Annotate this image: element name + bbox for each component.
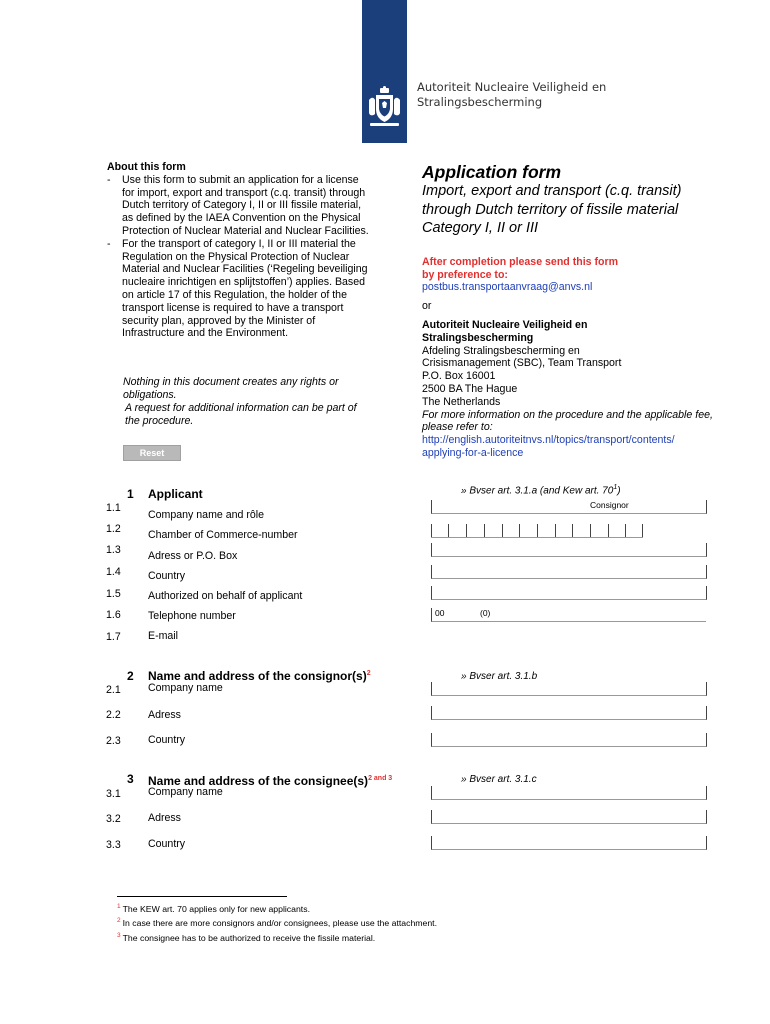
reset-button[interactable]: Reset <box>123 445 181 461</box>
email-link[interactable]: postbus.transportaanvraag@anvs.nl <box>422 281 593 293</box>
section-2-title <box>148 669 371 683</box>
or-text: or <box>422 300 432 312</box>
row-1-2-number: 1.2 <box>106 523 121 535</box>
disclaimer <box>123 376 373 428</box>
row-2-2-number: 2.2 <box>106 709 121 721</box>
section-3-reference: » Bvser art. 3.1.c <box>461 774 537 785</box>
row-3-1-number: 3.1 <box>106 788 121 800</box>
digit-divider <box>608 524 609 537</box>
row-1-7-label: E-mail <box>148 630 179 642</box>
row-2-2-label: Adress <box>148 709 181 721</box>
section-1-number: 1 <box>127 487 134 501</box>
row-1-5-label: Authorized on behalf of applicant <box>148 590 303 602</box>
section-3-number: 3 <box>127 772 134 786</box>
section-2-reference: » Bvser art. 3.1.b <box>461 671 538 682</box>
digit-divider <box>519 524 520 537</box>
disclaimer-line-2: A request for additional information can be part of the procedure. <box>125 402 357 427</box>
row-3-1-label: Company name <box>148 786 223 798</box>
digit-divider <box>448 524 449 537</box>
row-3-2-number: 3.2 <box>106 813 121 825</box>
about-heading: About this form <box>107 161 186 173</box>
digit-divider <box>484 524 485 537</box>
row-1-1-label: Company name and rôle <box>148 509 265 521</box>
authorized-field[interactable] <box>431 586 707 600</box>
footnotes <box>117 901 437 944</box>
send-instruction: After completion please send this form by preference to: <box>422 256 619 281</box>
telephone-prefix: 00 <box>435 608 445 618</box>
page-subtitle: Import, export and transport (c.q. transit) through Dutch territory of fissile material Category I, II or III <box>422 183 682 236</box>
digit-divider <box>502 524 503 537</box>
crest-icon <box>366 86 403 130</box>
info-url-line-2[interactable]: applying-for-a-licence <box>422 446 524 459</box>
digit-divider <box>466 524 467 537</box>
about-bullet-2: - For the transport of category I, II or III material the Regulation on the Physical Protection of Nuclear Material and Nuclear Facilities (‘Regeling beveiliging nucleaire inrichtigen en splijtstoffen’) applies. Based on article 17 of this Regulation, the holder of the transport license is required to have a transport security plan, approved by the Minister of Infrastructure and the Environment. <box>107 237 368 340</box>
address-city: 2500 BA The Hague <box>422 382 518 395</box>
row-3-3-number: 3.3 <box>106 839 121 851</box>
telephone-area: (0) <box>480 608 491 618</box>
telephone-field[interactable] <box>431 608 706 622</box>
digit-divider <box>625 524 626 537</box>
org-title-line2: Stralingsbescherming <box>417 95 543 109</box>
consignor-company-field[interactable] <box>431 682 707 696</box>
section-2-title-text: Name and address of the consignor(s) <box>148 669 367 683</box>
disclaimer-line-1: Nothing in this document creates any rights or obligations. <box>123 376 339 401</box>
consignee-country-field[interactable] <box>431 836 707 850</box>
consignee-address-field[interactable] <box>431 810 707 824</box>
address-field[interactable] <box>431 543 707 557</box>
row-2-3-number: 2.3 <box>106 735 121 747</box>
footnote-2 <box>117 915 437 929</box>
footnote-1-number: 1 <box>117 903 121 910</box>
digit-divider <box>537 524 538 537</box>
section-1-reference-end: ) <box>617 485 621 497</box>
section-2-title-sup: 2 <box>366 670 371 677</box>
row-1-5-number: 1.5 <box>106 588 121 600</box>
row-3-2-label: Adress <box>148 812 181 824</box>
row-1-4-label: Country <box>148 570 186 582</box>
row-2-1-label: Company name <box>148 682 223 694</box>
consignor-address-field[interactable] <box>431 706 707 720</box>
row-3-3-label: Country <box>148 838 186 850</box>
section-1-reference-text: » Bvser art. 3.1.a (and Kew art. 70 <box>461 485 614 497</box>
section-1-reference-sup: 1 <box>613 484 618 491</box>
digit-divider <box>555 524 556 537</box>
about-bullet-2-text: For the transport of category I, II or III material the Regulation on the Physical Protection of Nuclear Material and Nuclear Facilities (‘Regeling beveiliging nucleaire inrichtigen en splijtstoffen’) applies. Based on article 17 of this Regulation, the holder of the transport license is required to have a transport security plan, approved by the Minister of Infrastructure and the Environment. <box>122 237 368 340</box>
about-bullet-1: - Use this form to submit an application for a license for import, export and transport (c.q. transit) through Dutch territory of Category I, II or III fissile material, as defined by the IAEA Convention on the Physical Protection of Nuclear Material and Nuclear Facilities. <box>107 173 369 237</box>
section-3-title-sup: 2 and 3 <box>368 775 393 782</box>
footnote-2-text: In case there are more consignors and/or consignees, please use the attachment. <box>122 918 438 929</box>
address-pobox: P.O. Box 16001 <box>422 370 496 383</box>
footnote-divider <box>117 896 287 897</box>
section-3-title-text: Name and address of the consignee(s) <box>148 774 369 788</box>
footnote-3-text: The consignee has to be authorized to receive the fissile material. <box>122 932 376 943</box>
footnote-1-text: The KEW art. 70 applies only for new applicants. <box>122 903 310 914</box>
address-org-2: Stralingsbescherming <box>422 331 534 344</box>
row-1-6-label: Telephone number <box>148 610 236 622</box>
consignor-country-field[interactable] <box>431 733 707 747</box>
digit-divider <box>572 524 573 537</box>
address-dept-1: Afdeling Stralingsbescherming en <box>422 344 580 357</box>
section-2-number: 2 <box>127 669 134 683</box>
company-role-field[interactable] <box>431 500 707 514</box>
address-org-1: Autoriteit Nucleaire Veiligheid en <box>422 319 588 331</box>
row-1-3-number: 1.3 <box>106 544 121 556</box>
chamber-of-commerce-field[interactable] <box>431 524 643 538</box>
row-1-4-number: 1.4 <box>106 566 121 578</box>
org-title <box>417 80 606 110</box>
section-1-reference <box>461 484 621 496</box>
address-dept-2: Crisismanagement (SBC), Team Transport <box>422 357 622 370</box>
info-url-line-1[interactable]: http://english.autoriteitnvs.nl/topics/transport/contents/ <box>422 434 675 447</box>
org-title-line1: Autoriteit Nucleaire Veiligheid en <box>417 80 607 94</box>
company-role-value: Consignor <box>590 500 629 510</box>
about-bullet-1-text: Use this form to submit an application for a license for import, export and transport (c.q. transit) through Dutch territory of Category I, II or III fissile material, as defined by the IAEA Convention on the Physical Protection of Nuclear Material and Nuclear Facilities. <box>122 173 369 237</box>
consignee-company-field[interactable] <box>431 786 707 800</box>
about-list <box>107 174 369 340</box>
more-info-text: For more information on the procedure and the applicable fee, please refer to: <box>422 408 713 434</box>
page-title: Application form <box>422 162 562 182</box>
digit-divider <box>642 524 643 537</box>
row-2-3-label: Country <box>148 734 186 746</box>
row-1-6-number: 1.6 <box>106 609 121 621</box>
row-1-3-label: Adress or P.O. Box <box>148 550 238 562</box>
footnote-1 <box>117 901 437 915</box>
country-field[interactable] <box>431 565 707 579</box>
row-1-2-label: Chamber of Commerce-number <box>148 529 298 541</box>
section-1-title: Applicant <box>148 487 203 501</box>
about-section <box>107 161 369 340</box>
digit-divider <box>590 524 591 537</box>
digit-divider <box>431 524 432 537</box>
footnote-3-number: 3 <box>117 931 121 939</box>
address-country: The Netherlands <box>422 395 501 408</box>
footnote-3 <box>117 930 437 944</box>
footnote-2-number: 2 <box>117 917 121 925</box>
postal-address <box>422 319 722 460</box>
row-2-1-number: 2.1 <box>106 684 121 696</box>
row-1-1-number: 1.1 <box>106 502 121 514</box>
row-1-7-number: 1.7 <box>106 631 121 643</box>
